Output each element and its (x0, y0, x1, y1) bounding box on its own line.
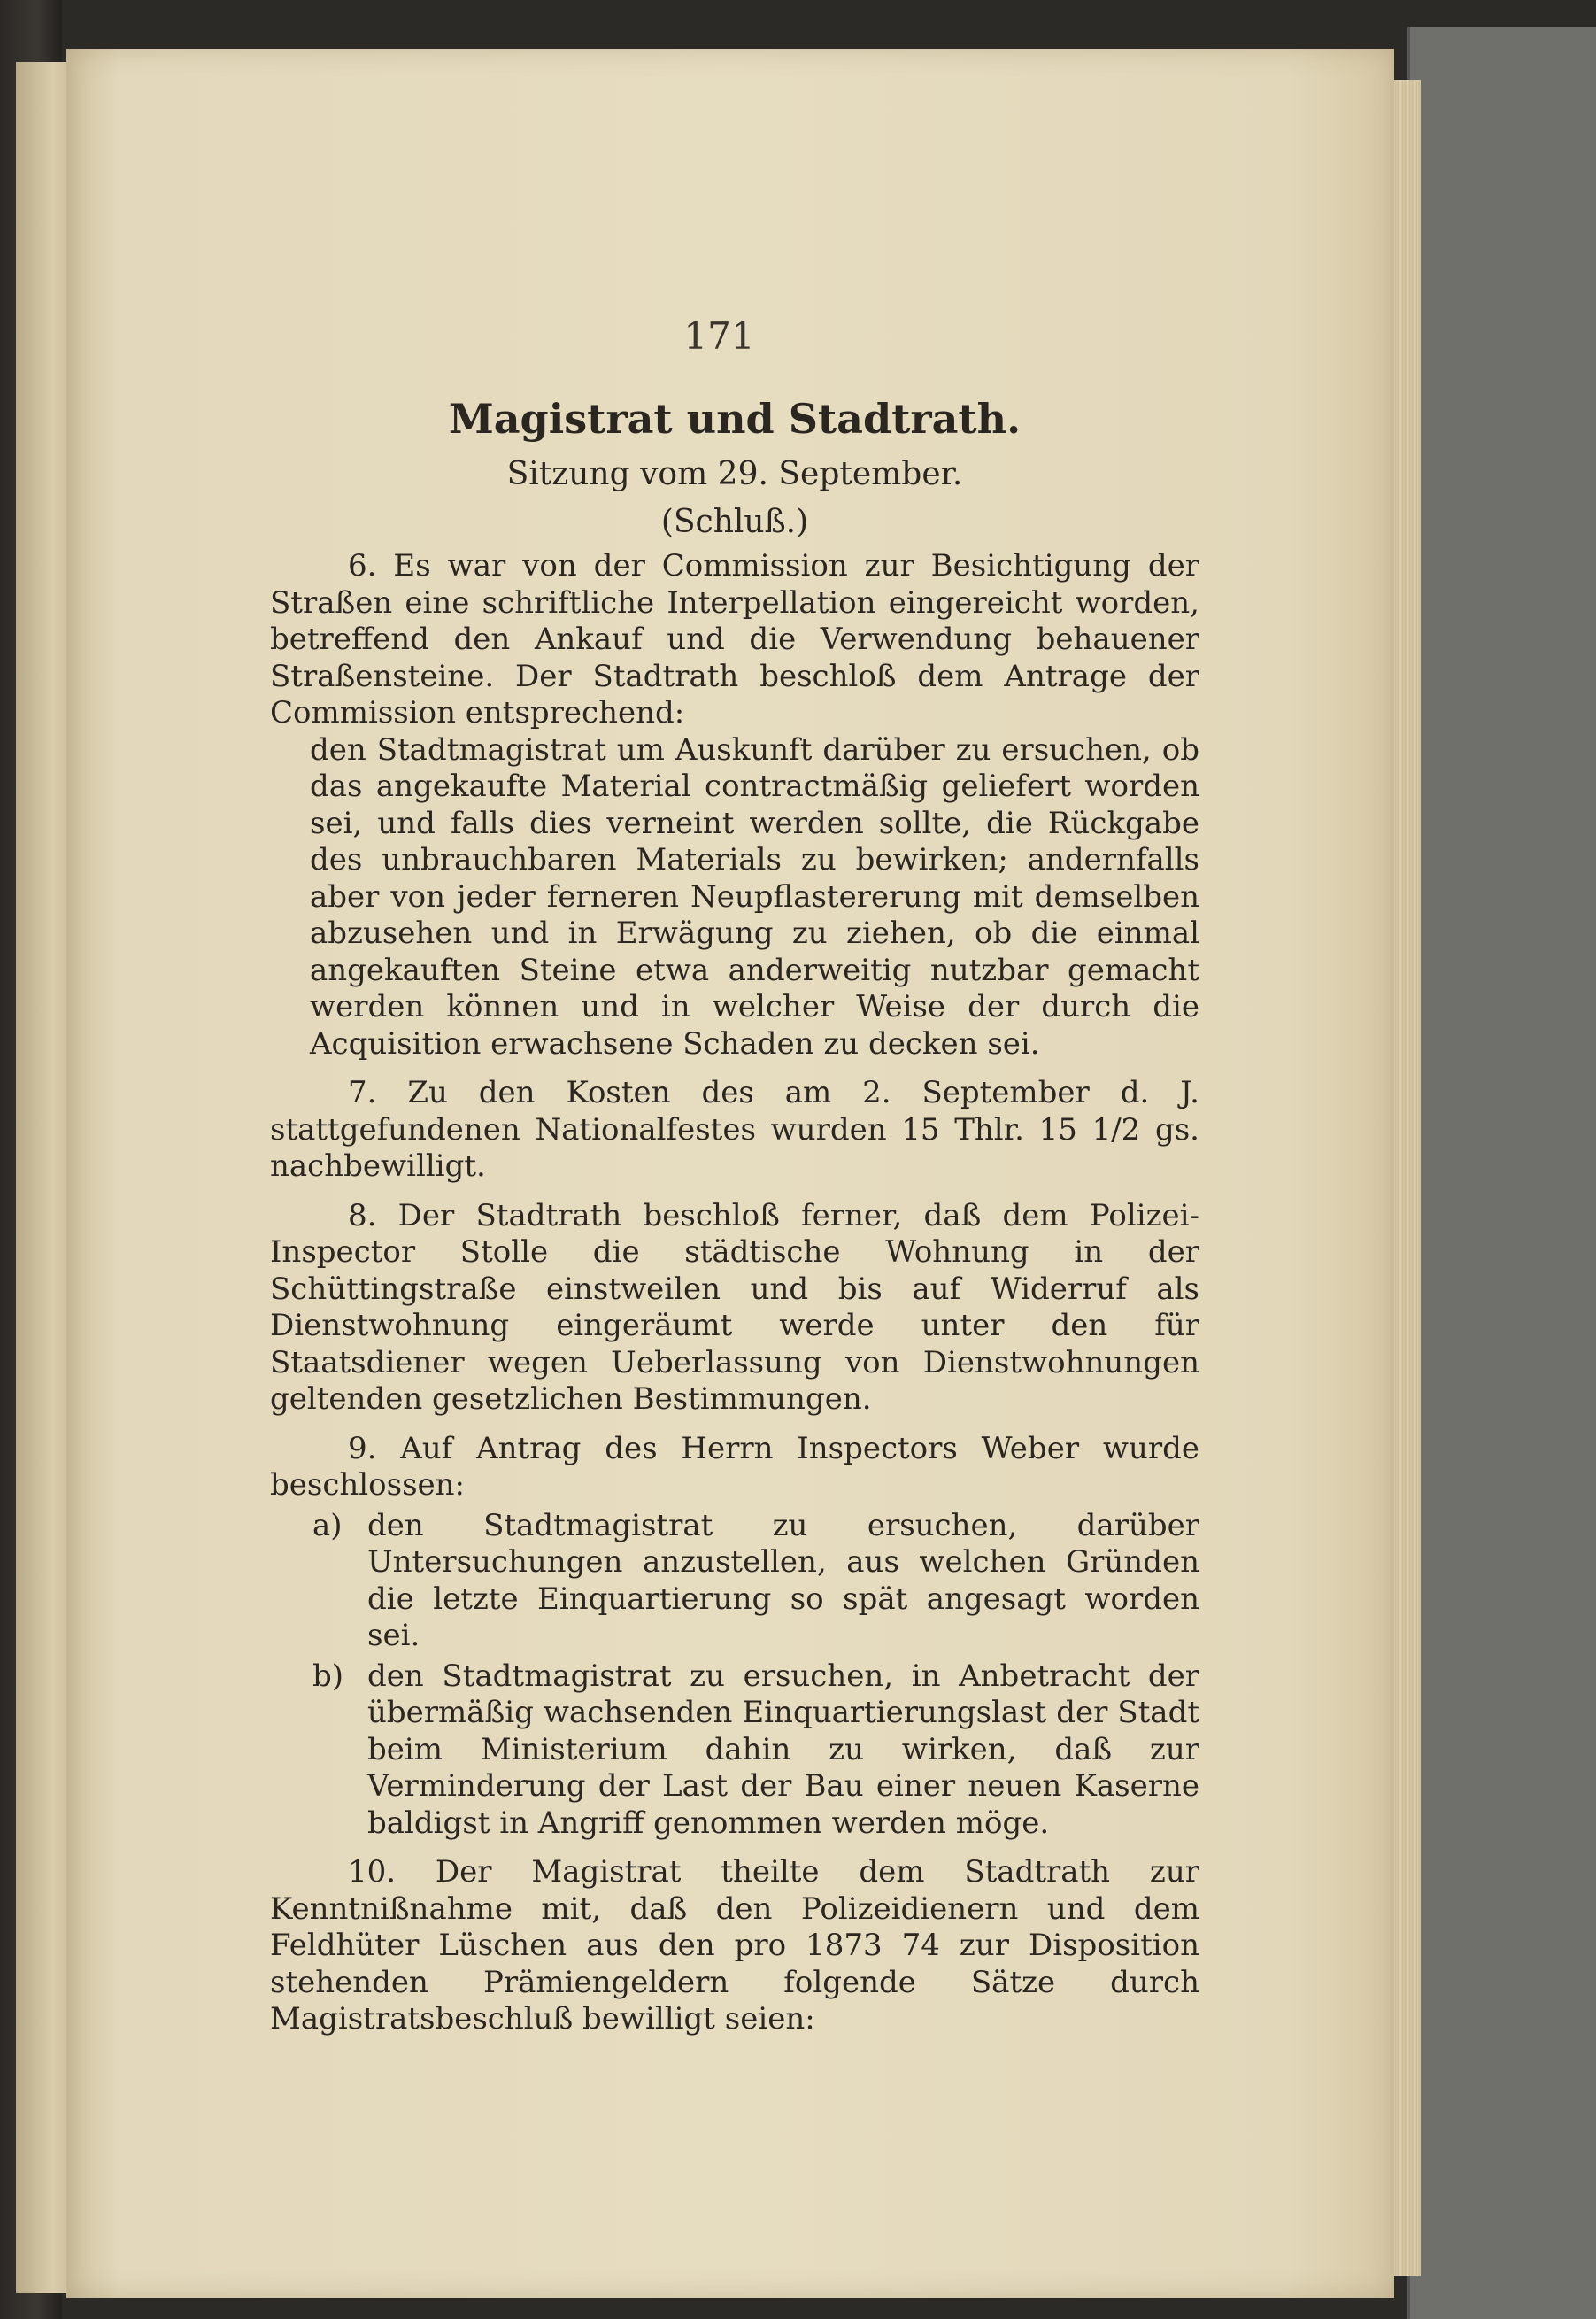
paragraph-6-resolution: den Stadtmagistrat um Auskunft darüber zu ersuchen, ob das angekaufte Material contractmäßig geliefert worden sei, und falls dies verneint werden sollte, die Rückgabe des unbrauchbaren Materials zu bewirken; andernfalls aber von jeder ferneren Neupflastererung mit demselben abzusehen und in Erwägung zu ziehen, ob die einmal angekauften Steine etwa anderweitig nutzbar gemacht werden können und in welcher Weise der durch die Acquisition erwachsene Schaden zu decken sei. (310, 731, 1199, 1062)
paragraph-7: 7. Zu den Kosten des am 2. September d. J. stattgefundenen Nationalfestes wurden 15 Thlr. 15 1/2 gs. nachbewilligt. (270, 1075, 1199, 1184)
section-heading: Magistrat und Stadtrath. (448, 395, 1022, 443)
page-text (270, 314, 1199, 2038)
page-number: 171 (683, 314, 755, 358)
session-date: Sitzung vom 29. September. (506, 456, 963, 492)
paragraph-6-intro: 6. Es war von der Commission zur Besichtigung der Straßen eine schriftliche Interpellation eingereicht worden, betreffend den Ankauf und die Verwendung behauener Straßensteine. Der Stadtrath beschloß dem Antrage der Commission entsprechend: (270, 548, 1199, 730)
list-item-text: den Stadtmagistrat zu ersuchen, in Anbetracht der übermäßig wachsenden Einquartierungslast der Stadt beim Ministerium dahin zu wirken, daß zur Verminderung der Last der Bau einer neuen Kaserne baldigst in Angriff genommen werden möge. (367, 1658, 1199, 1841)
book-page (66, 49, 1394, 2298)
right-book-cover (1407, 27, 1596, 2319)
paragraph-9-intro: 9. Auf Antrag des Herrn Inspectors Weber wurde beschlossen: (270, 1430, 1199, 1503)
paragraph-8: 8. Der Stadtrath beschloß ferner, daß dem Polizei-Inspector Stolle die städtische Wohnung in der Schüttingstraße einstweilen und bis auf Widerruf als Dienstwohnung eingeräumt werde unter den für Staatsdiener wegen Ueberlassung von Dienstwohnungen geltenden gesetzlichen Bestimmungen. (270, 1197, 1199, 1417)
list-item (270, 1508, 1199, 1655)
list-item (270, 1658, 1199, 1843)
left-page-edge (16, 62, 69, 2293)
paragraph-10: 10. Der Magistrat theilte dem Stadtrath zur Kenntnißnahme mit, daß den Polizeidienern und dem Feldhüter Lüschen aus den pro 1873 74 zur Disposition stehenden Prämiengeldern folgende Sätze durch Magistratsbeschluß bewilligt seien: (270, 1854, 1199, 2037)
list-item-text: den Stadtmagistrat zu ersuchen, darüber Untersuchungen anzustellen, aus welchen Gründen die letzte Einquartierung so spät angesagt worden sei. (367, 1507, 1199, 1653)
list-item-label: b) (312, 1658, 344, 1694)
continuation-note: (Schluß.) (660, 504, 809, 540)
list-item-label: a) (312, 1507, 343, 1543)
